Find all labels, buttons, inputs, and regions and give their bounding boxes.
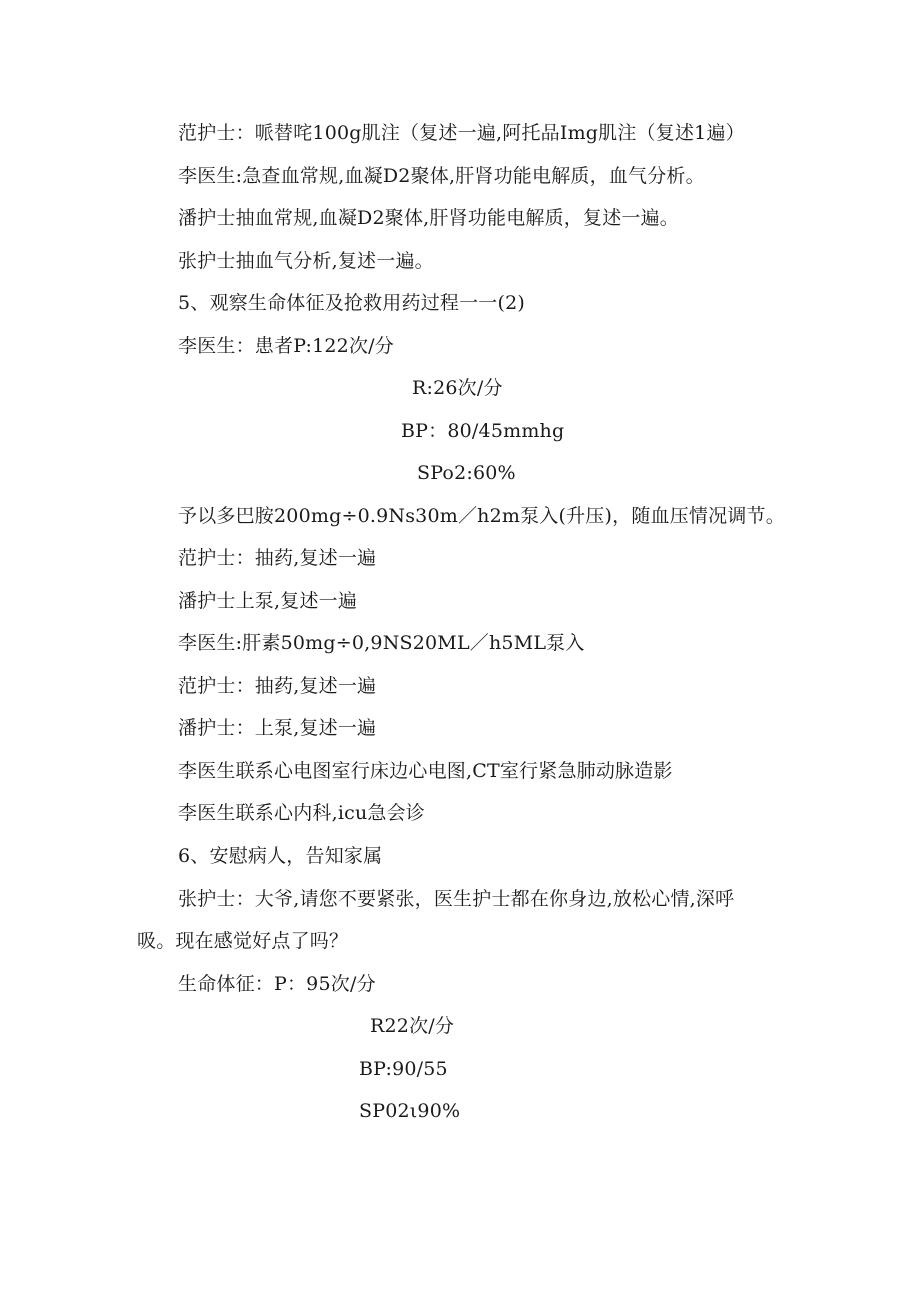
text-line: 范护士：哌替咤100g肌注（复述一遍,阿托品Img肌注（复述1遍）	[178, 122, 745, 144]
vital-sign-line: SP02ι90%	[359, 1100, 461, 1122]
text-line: 予以多巴胺200mg÷0.9Ns30m／h2m泵入(升压)，随血压情况调节。	[178, 505, 785, 527]
text-line: 张护士：大爷,请您不要紧张，医生护士都在你身边,放松心情,深呼	[178, 888, 735, 910]
text-line: 吸。现在感觉好点了吗？	[137, 930, 349, 952]
vital-sign-line: BP:90/55	[359, 1058, 448, 1080]
text-line: 生命体征：P：95次/分	[178, 973, 376, 995]
text-line: 潘护士上泵,复述一遍	[178, 590, 358, 612]
vital-sign-line: SPo2:60%	[417, 462, 516, 484]
vital-sign-line: BP：80/45mmhg	[401, 420, 565, 442]
text-line: 李医生：患者P:122次/分	[178, 335, 394, 357]
text-line: 李医生:肝素50mg÷0,9NS20ML／h5ML泵入	[178, 632, 585, 654]
text-line: 李医生联系心内科,icu急会诊	[178, 802, 425, 824]
text-line: 范护士：抽药,复述一遍	[178, 675, 377, 697]
text-line: 潘护士抽血常规,血凝D2聚体,肝肾功能电解质，复述一遍。	[178, 207, 680, 229]
text-line: 范护士：抽药,复述一遍	[178, 547, 377, 569]
vital-sign-line: R:26次/分	[412, 377, 503, 399]
text-line: 李医生联系心电图室行床边心电图,CT室行紧急肺动脉造影	[178, 760, 673, 782]
section-heading: 5、观察生命体征及抢救用药过程一一(2)	[178, 292, 526, 314]
text-line: 潘护士：上泵,复述一遍	[178, 717, 377, 739]
text-line: 李医生:急查血常规,血凝D2聚体,肝肾功能电解质，血气分析。	[178, 165, 705, 187]
section-heading: 6、安慰病人，告知家属	[178, 845, 383, 867]
text-line: 张护士抽血气分析,复述一遍。	[178, 250, 434, 272]
vital-sign-line: R22次/分	[370, 1015, 455, 1037]
